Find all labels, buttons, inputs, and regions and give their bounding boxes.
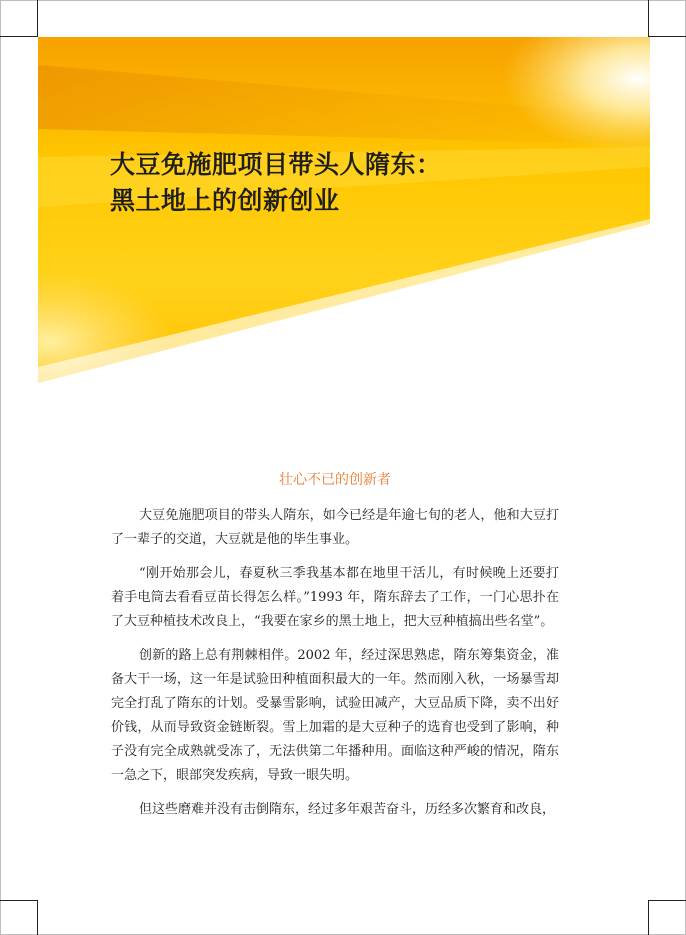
paragraph-3: 创新的路上总有荆棘相伴。2002 年，经过深思熟虑，隋东筹集资金，准备大干一场，这一年是试验田种植面积最大的一年。然而刚入秋，一场暴雪却完全打乱了隋东的计划。受暴雪影响，试验田减产，大豆品质下降，卖不出好价钱，从而导致资金链断裂。雪上加霜的是大豆种子的选育也受到了影响，种子没有完全成熟就受冻了，无法供第二年播种用。面临这种严峻的情况，隋东一急之下，眼部突发疾病，导致一眼失明。 xyxy=(111,648,559,783)
article-body xyxy=(111,468,559,832)
crop-mark-top-right xyxy=(648,0,686,37)
paragraph-2: “刚开始那会儿，春夏秋三季我基本都在地里干活儿，有时候晚上还要打着手电筒去看看豆苗长得怎么样。”1993 年，隋东辞去了工作，一门心思扑在了大豆种植技术改良上，“我要在家乡的黑土地上，把大豆种植搞出些名堂”。 xyxy=(111,566,559,629)
paragraph-1: 大豆免施肥项目的带头人隋东，如今已经是年逾七旬的老人，他和大豆打了一辈子的交道，大豆就是他的毕生事业。 xyxy=(111,508,559,547)
paragraph-4: 但这些磨难并没有击倒隋东，经过多年艰苦奋斗，历经多次繁育和改良， xyxy=(139,802,556,817)
headline-line-2: 黑土地上的创新创业 xyxy=(110,186,340,215)
headline-line-1: 大豆免施肥项目带头人隋东： xyxy=(110,150,442,179)
page-headline xyxy=(110,147,442,219)
section-title: 壮心不已的创新者 xyxy=(279,472,391,488)
crop-mark-top-left xyxy=(0,0,38,37)
crop-mark-bottom-left xyxy=(0,900,38,935)
crop-mark-bottom-right xyxy=(648,900,686,935)
